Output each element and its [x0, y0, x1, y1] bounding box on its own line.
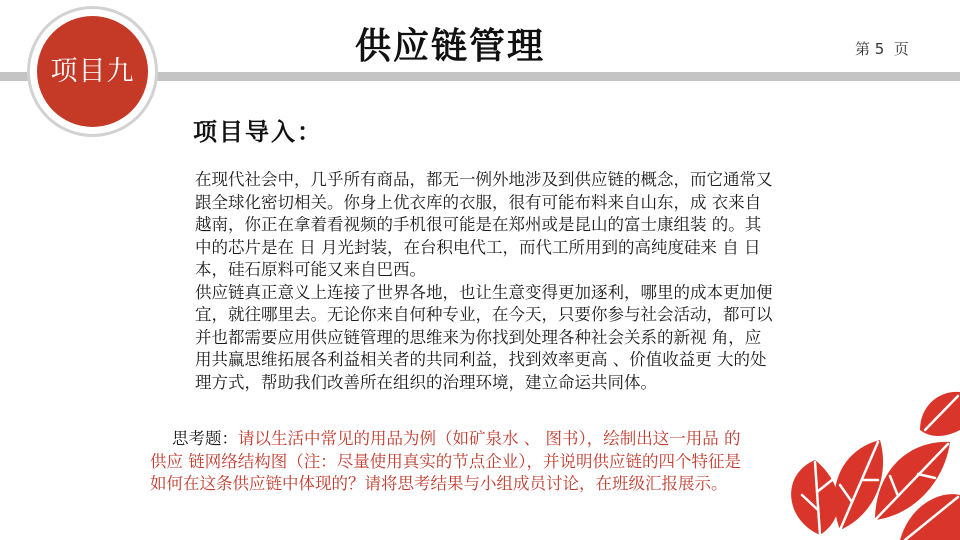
project-badge: 项目九 — [37, 16, 148, 127]
thinking-question — [150, 428, 750, 496]
red-leaves-icon — [780, 370, 960, 540]
question-label: 思考题： — [172, 429, 238, 448]
question-text: 请以生活中常见的用品为例（如矿泉水 、 图书），绘制出这一用品 的供应 链网络结构图（注：尽量使用真实的节点企业），并说明供应链的四个特征是 如何在这条供应链中体现的？请将思考结果与小组成员讨论，在班级汇报展示。 — [150, 429, 741, 493]
section-heading: 项目导入： — [193, 118, 323, 146]
body-text — [195, 169, 775, 394]
page-number: 第 5 页 — [855, 40, 909, 58]
slide-title: 供应链管理 — [354, 26, 545, 67]
body-paragraph-2: 供应链真正意义上连接了世界各地，也让生意变得更加逐利，哪里的成本更加便宜，就往哪里去。无论你来自何种专业，在今天，只要你参与社会活动，都可以并也都需要应用供应链管理的思维来为你找到处理各种社会关系的新视 角，应用共赢思维拓展各利益相关者的共同利益，找到效率更高 、价值收益更 大的处理方式，帮助我们改善所在组织的治理环境，建立命运共同体。 — [195, 282, 773, 392]
body-paragraph-1: 在现代社会中，几乎所有商品，都无一例外地涉及到供应链的概念，而它通常又跟全球化密切相关。你身上优衣库的衣服，很有可能布料来自山东，成 衣来自越南，你正在拿着看视频的手机很可能是在郑州或是昆山的富士康组装 的。其中的芯片是在 日 月光封装，在台积电代工，而代工所用到的高纯度硅来 自 日本，硅石原料可能又来自巴西。 — [195, 170, 773, 279]
